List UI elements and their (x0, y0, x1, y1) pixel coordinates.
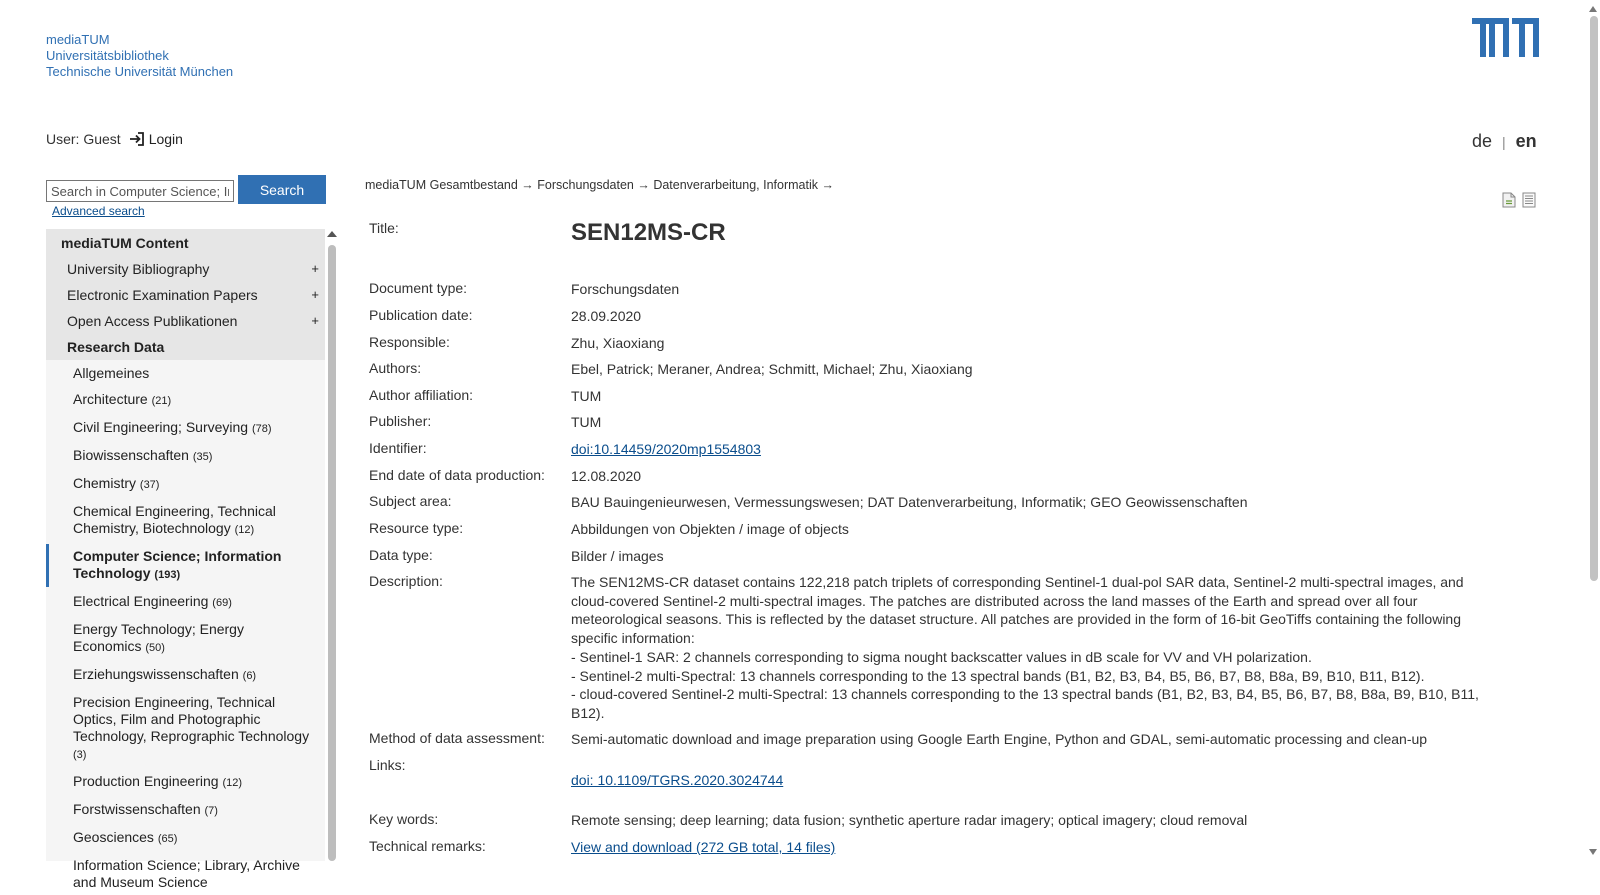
tree-subitem-label: Energy Technology; Energy Economics (73, 621, 244, 654)
tree-item-label: University Bibliography (67, 261, 210, 277)
tree-subitem-count: (3) (73, 749, 87, 761)
export-file-icon[interactable] (1502, 192, 1516, 208)
description-line: - cloud-covered Sentinel-2 multi-Spectral: 13 channels corresponding to the 13 spectral bands (B1, B2, B3, B4, B5, B6, B7, B8, B8a, B9, B10, B11, B12). (571, 686, 1479, 721)
university-links (46, 32, 233, 80)
collection-tree (46, 229, 325, 890)
tree-subitem-count: (50) (145, 642, 165, 654)
identifier-link[interactable]: doi:10.14459/2020mp1554803 (571, 441, 761, 457)
tree-subitem-label: Precision Engineering, Technical Optics, Film and Photographic Technology, Reprographic Technology (73, 694, 310, 744)
identifier-label: Identifier: (369, 440, 427, 456)
tree-subitem[interactable] (46, 498, 325, 543)
tree-subitem-label: Information Science; Library, Archive and Museum Science (73, 857, 300, 890)
tree-item-open-access[interactable] (46, 308, 325, 334)
tum-link[interactable]: Technische Universität München (46, 64, 234, 79)
enddate-label: End date of data production: (369, 467, 545, 483)
tree-subitem[interactable] (46, 824, 325, 852)
expand-icon[interactable]: + (311, 287, 319, 302)
login-icon (129, 131, 145, 147)
advanced-search-link[interactable]: Advanced search (52, 204, 145, 218)
authors-label: Authors: (369, 360, 422, 376)
method-value: Semi-automatic download and image preparation using Google Earth Engine, Python and GDAL, semi-automatic processing and clean-up (571, 731, 1428, 747)
tree-subitem-count: (65) (157, 833, 178, 845)
search-input[interactable] (46, 180, 234, 202)
tree-subitem-count: (69) (212, 597, 232, 609)
record-title: SEN12MS-CR (571, 219, 726, 246)
responsible-value: Zhu, Xiaoxiang (571, 335, 665, 351)
scroll-down-icon[interactable] (1589, 849, 1597, 855)
tree-subitem-count: (35) (192, 451, 213, 463)
description-line: - Sentinel-2 multi-Spectral: 13 channels corresponding to the 13 spectral bands (B1, B2, B3, B4, B5, B6, B7, B8, B8a, B9, B10, B11, B12). (571, 667, 1425, 684)
user-label: User: Guest (46, 131, 121, 147)
restype-label: Resource type: (369, 520, 464, 536)
print-document-icon[interactable] (1522, 192, 1536, 208)
tree-subitem[interactable] (46, 470, 325, 498)
description-label: Description: (369, 573, 443, 589)
tree-item-university-bibliography[interactable] (46, 256, 325, 282)
tree-item-label: Open Access Publikationen (67, 313, 238, 329)
subject-value: BAU Bauingenieurwesen, Vermessungswesen; DAT Datenverarbeitung, Informatik; GEO Geowissenschaften (571, 494, 1248, 510)
mediatum-link[interactable]: mediaTUM (46, 32, 110, 47)
tree-subitem-label: Allgemeines (73, 365, 150, 381)
restype-value: Abbildungen von Objekten / image of objects (571, 521, 849, 537)
tree-subitem[interactable] (46, 852, 325, 895)
scroll-up-icon[interactable] (327, 231, 337, 237)
lang-de[interactable]: de (1472, 131, 1493, 151)
title-label: Title: (369, 220, 399, 236)
datatype-value: Bilder / images (571, 548, 664, 564)
lang-en[interactable]: en (1515, 131, 1537, 151)
tree-subitem-count: (21) (151, 395, 172, 407)
publisher-label: Publisher: (369, 413, 432, 429)
login-link[interactable] (129, 131, 183, 147)
tree-subitem-label: Geosciences (73, 829, 154, 845)
pubdate-label: Publication date: (369, 307, 473, 323)
tree-subitem[interactable] (46, 689, 325, 768)
description-value (571, 573, 1491, 723)
tree-subitem-label: Architecture (73, 391, 148, 407)
page-scrollbar[interactable] (1588, 0, 1600, 861)
tree-subitem[interactable] (46, 616, 325, 661)
tree-subitem[interactable] (46, 442, 325, 470)
tree-subitem-label: Production Engineering (73, 773, 219, 789)
tree-subitem-label: Erziehungswissenschaften (73, 666, 239, 682)
tree-subitem-count: (6) (242, 670, 257, 682)
tree-subitem[interactable] (46, 360, 325, 386)
tree-subitem-count: (12) (234, 524, 255, 536)
links-doi-link[interactable]: doi: 10.1109/TGRS.2020.3024744 (571, 772, 784, 788)
subject-label: Subject area: (369, 493, 452, 509)
lang-separator: | (1502, 134, 1506, 150)
export-icons (1502, 192, 1536, 208)
tree-subitem-label: Civil Engineering; Surveying (73, 419, 249, 435)
description-paragraph: The SEN12MS-CR dataset contains 122,218 patch triplets of corresponding Sentinel-1 dual-pol SAR data, Sentinel-2 multi-spectral images, and cloud-covered Sentinel-2 multi-spectral images. The patches are distributed across the land masses of the Earth and spread over all four meteorological seasons. This is reflected by the dataset structure. All patches are provided in the form of 16-bit GeoTiffs containing the following specific information: (571, 574, 1464, 647)
tree-subitem-label: Chemical Engineering, Technical Chemistry, Biotechnology (73, 503, 276, 536)
expand-icon[interactable]: + (311, 261, 319, 276)
tree-subitem-label: Chemistry (73, 475, 137, 491)
publisher-value: TUM (571, 414, 602, 430)
tree-subitem[interactable] (46, 386, 325, 414)
tree-item-label: Research Data (67, 339, 165, 355)
scrollbar-thumb[interactable] (328, 245, 336, 861)
tree-subitem-label: Electrical Engineering (73, 593, 209, 609)
keywords-label: Key words: (369, 811, 439, 827)
view-download-link[interactable]: View and download (272 GB total, 14 files) (571, 839, 836, 855)
tree-subitem-count: (7) (204, 805, 218, 817)
links-label: Links: (369, 757, 406, 773)
login-label: Login (148, 131, 183, 147)
description-line: - Sentinel-1 SAR: 2 channels corresponding to sigma nought backscatter values in dB scale for VV and VH polarization. (571, 648, 1312, 665)
breadcrumb[interactable]: mediaTUM Gesamtbestand → Forschungsdaten → Datenverarbeitung, Informatik → (365, 178, 834, 192)
keywords-value: Remote sensing; deep learning; data fusion; synthetic aperture radar imagery; optical imagery; cloud removal (571, 812, 1248, 828)
doctype-label: Document type: (369, 280, 468, 296)
tree-item-electronic-examination-papers[interactable] (46, 282, 325, 308)
tree-subitem-count: (12) (222, 777, 242, 789)
tree-subitem[interactable] (46, 768, 325, 796)
tree-subitem-count: (78) (251, 423, 272, 435)
tree-subitem[interactable] (46, 796, 325, 824)
tree-item-label: Electronic Examination Papers (67, 287, 258, 303)
scroll-up-icon[interactable] (1589, 6, 1597, 12)
tree-subitem-count: (37) (139, 479, 160, 491)
tree-subitem-label: Forstwissenschaften (73, 801, 201, 817)
affiliation-value: TUM (571, 388, 602, 404)
user-bar (46, 131, 183, 147)
tree-subitem-count: (193) (154, 569, 181, 581)
doctype-value: Forschungsdaten (571, 281, 680, 297)
tum-logo-icon[interactable] (1466, 18, 1539, 57)
tree-subitem[interactable] (46, 414, 325, 442)
method-label: Method of data assessment: (369, 730, 545, 746)
tree-subitem-active[interactable] (46, 543, 325, 588)
tree-subitem-label: Computer Science; Information Technology (73, 548, 282, 581)
responsible-label: Responsible: (369, 334, 450, 350)
tree-root[interactable]: mediaTUM Content (46, 229, 325, 256)
datatype-label: Data type: (369, 547, 433, 563)
affiliation-label: Author affiliation: (369, 387, 474, 403)
library-link[interactable]: Universitätsbibliothek (46, 48, 169, 63)
remarks-label: Technical remarks: (369, 838, 486, 854)
language-switch (1472, 131, 1537, 152)
tree-item-research-data[interactable] (46, 334, 325, 360)
pubdate-value: 28.09.2020 (571, 308, 642, 324)
authors-value: Ebel, Patrick; Meraner, Andrea; Schmitt, Michael; Zhu, Xiaoxiang (571, 361, 973, 377)
enddate-value: 12.08.2020 (571, 468, 642, 484)
expand-icon[interactable]: + (311, 313, 319, 328)
tree-subitem[interactable] (46, 661, 325, 689)
tree-subitem-label: Biowissenschaften (73, 447, 189, 463)
scrollbar-thumb[interactable] (1590, 16, 1598, 581)
search-button[interactable]: Search (238, 175, 326, 204)
tree-subitem[interactable] (46, 588, 325, 616)
sidebar-scrollbar[interactable] (327, 229, 337, 861)
